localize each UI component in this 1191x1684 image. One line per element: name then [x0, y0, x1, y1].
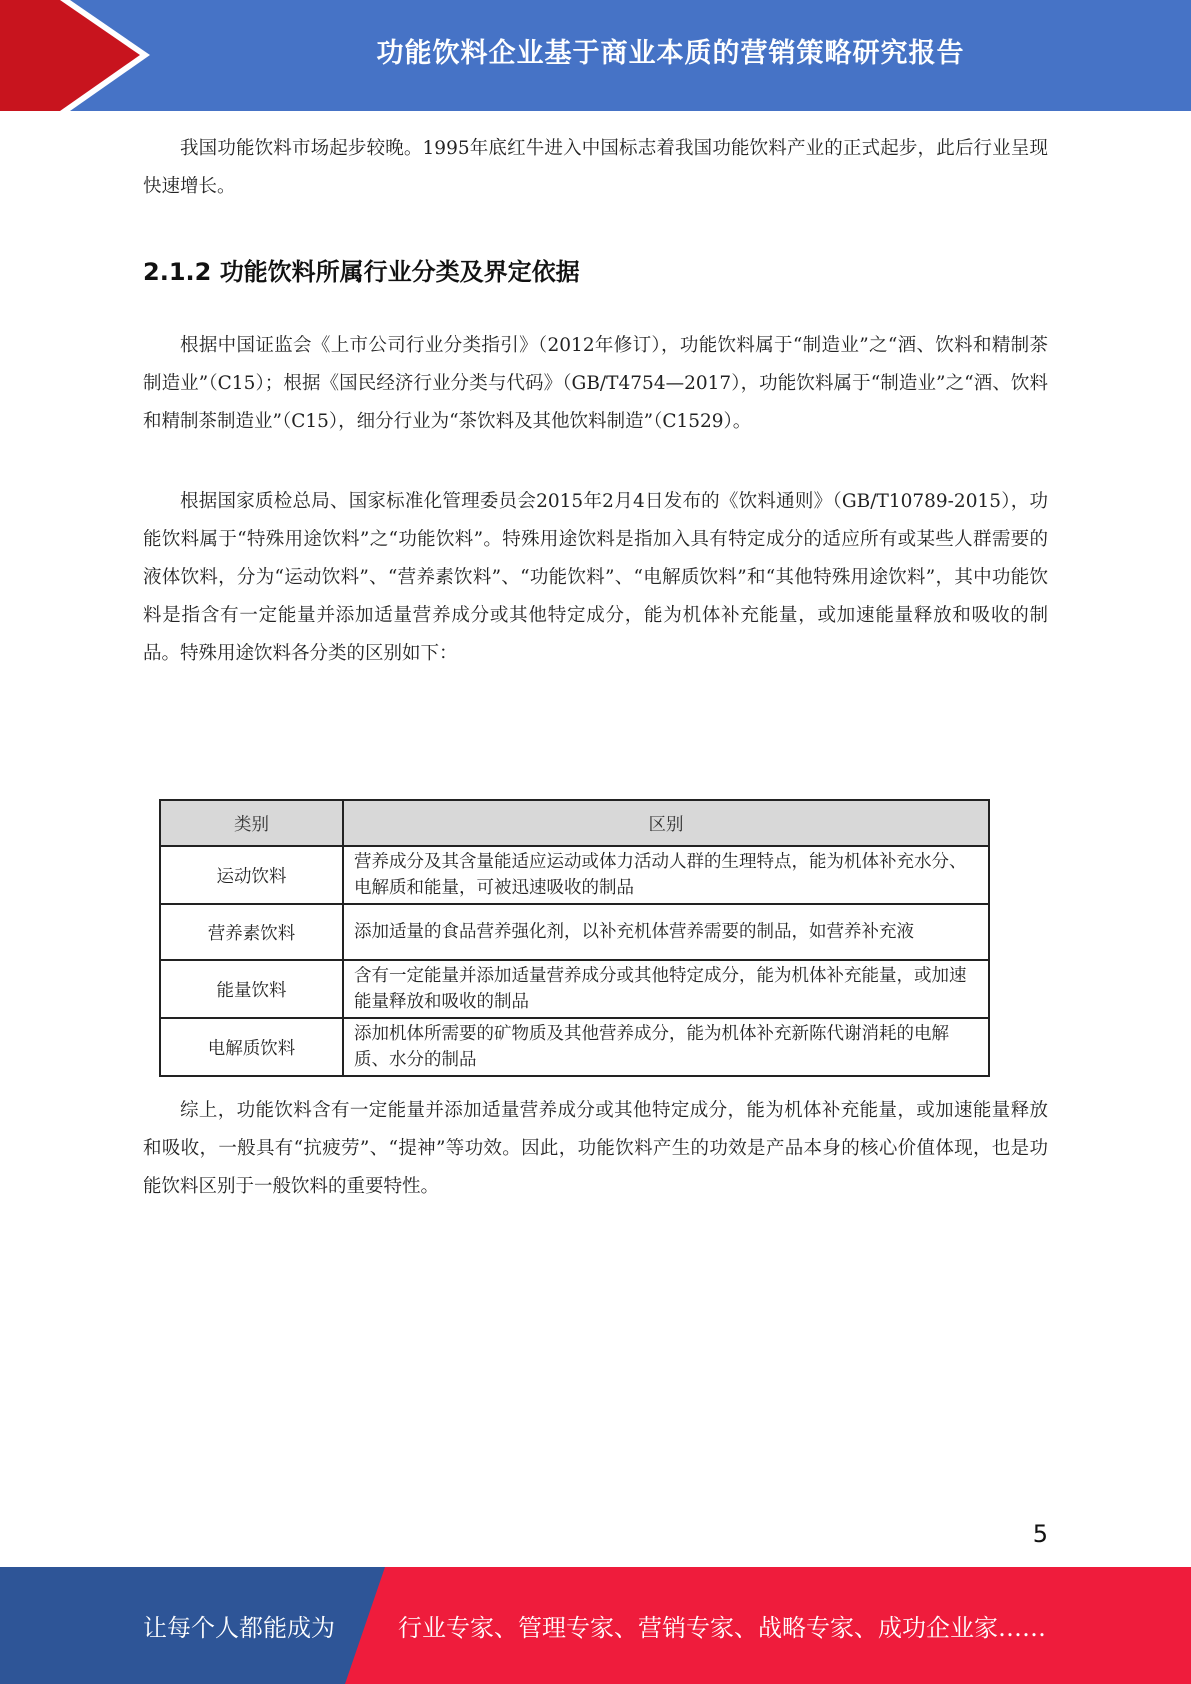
page-footer [0, 1567, 1191, 1684]
main-content [143, 130, 1048, 673]
page-header [0, 0, 1191, 111]
table-row [160, 846, 989, 904]
beverage-category-table [159, 799, 990, 1077]
table-row [160, 904, 989, 960]
standard-paragraph: 根据国家质检总局、国家标准化管理委员会2015年2月4日发布的《饮料通则》（GB/T10789-2015），功能饮料属于“特殊用途饮料”之“功能饮料”。特殊用途饮料是指加入具有特定成分的适应所有或某些人群需要的液体饮料，分为“运动饮料”、“营养素饮料”、“功能饮料”、“电解质饮料”和“其他特殊用途饮料”，其中功能饮料是指含有一定能量并添加适量营养成分或其他特定成分，能为机体补充能量，或加速能量释放和吸收的制品。特殊用途饮料各分类的区别如下： [143, 491, 1048, 664]
table-cell-desc: 含有一定能量并添加适量营养成分或其他特定成分，能为机体补充能量，或加速能量释放和吸收的制品 [343, 960, 989, 1018]
table-cell-category: 运动饮料 [160, 846, 343, 904]
table-row [160, 1018, 989, 1076]
table-header-category: 类别 [160, 800, 343, 846]
table-cell-category: 营养素饮料 [160, 904, 343, 960]
section-heading: 2.1.2 功能饮料所属行业分类及界定依据 [143, 258, 580, 286]
table-header-row [160, 800, 989, 846]
table-row [160, 960, 989, 1018]
summary-section [143, 1092, 1048, 1206]
table-cell-category: 能量饮料 [160, 960, 343, 1018]
footer-slogan-left: 让每个人都能成为 [143, 1614, 335, 1642]
page-number: 5 [1032, 1520, 1048, 1548]
table-cell-desc: 添加适量的食品营养强化剂，以补充机体营养需要的制品，如营养补充液 [343, 904, 989, 960]
classification-paragraph: 根据中国证监会《上市公司行业分类指引》（2012年修订），功能饮料属于“制造业”之“酒、饮料和精制茶制造业”（C15）；根据《国民经济行业分类与代码》（GB/T4754—2017），功能饮料属于“制造业”之“酒、饮料和精制茶制造业”（C15），细分行业为“茶饮料及其他饮料制造”（C1529）。 [143, 335, 1048, 432]
table-cell-category: 电解质饮料 [160, 1018, 343, 1076]
table-cell-desc: 添加机体所需要的矿物质及其他营养成分，能为机体补充新陈代谢消耗的电解质、水分的制品 [343, 1018, 989, 1076]
header-title: 功能饮料企业基于商业本质的营销策略研究报告 [376, 37, 965, 69]
table-header-difference: 区别 [343, 800, 989, 846]
footer-slogan-right: 行业专家、管理专家、营销专家、战略专家、成功企业家…… [398, 1614, 1046, 1642]
table-cell-desc: 营养成分及其含量能适应运动或体力活动人群的生理特点，能为机体补充水分、电解质和能量，可被迅速吸收的制品 [343, 846, 989, 904]
header-arrow-decoration [0, 0, 150, 111]
summary-paragraph: 综上，功能饮料含有一定能量并添加适量营养成分或其他特定成分，能为机体补充能量，或加速能量释放和吸收，一般具有“抗疲劳”、“提神”等功效。因此，功能饮料产生的功效是产品本身的核心价值体现，也是功能饮料区别于一般饮料的重要特性。 [143, 1100, 1048, 1197]
intro-paragraph: 我国功能饮料市场起步较晚。1995年底红牛进入中国标志着我国功能饮料产业的正式起步，此后行业呈现快速增长。 [143, 138, 1048, 197]
